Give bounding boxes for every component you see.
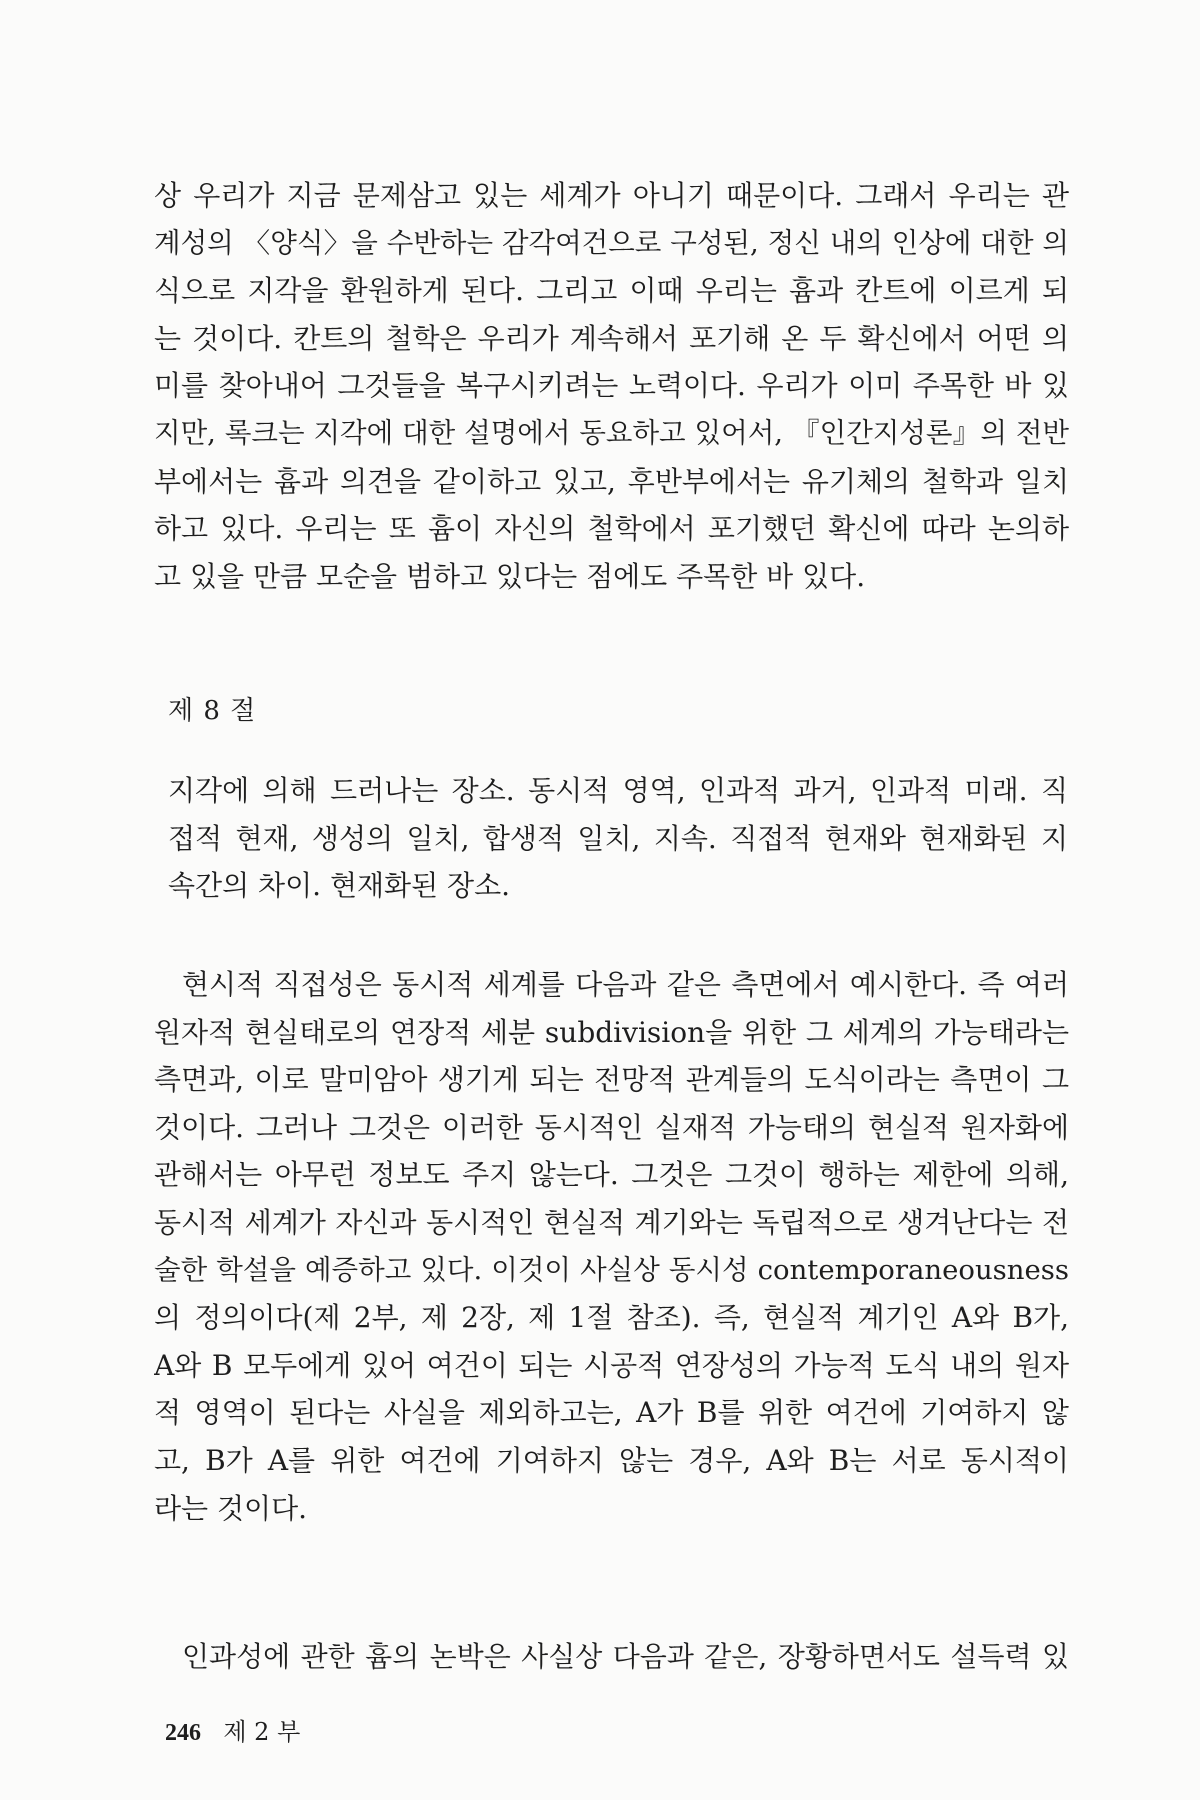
text-line: 부에서는 흄과 의견을 같이하고 있고, 후반부에서는 유기체의 철학과 일치 — [154, 464, 1069, 498]
text-line: 적 영역이 된다는 사실을 제외하고는, A가 B를 위한 여건에 기여하지 않 — [154, 1396, 1069, 1430]
page-footer — [165, 1712, 300, 1747]
text-line: 계성의 〈양식〉을 수반하는 감각여건으로 구성된, 정신 내의 인상에 대한 의 — [154, 226, 1069, 259]
running-footer-part: 제 2 부 — [223, 1718, 301, 1746]
text-line: A와 B 모두에게 있어 여건이 되는 시공적 연장성의 가능적 도식 내의 원자 — [154, 1348, 1069, 1382]
text-line: 인과성에 관한 흄의 논박은 사실상 다음과 같은, 장황하면서도 설득력 있 — [182, 1640, 1069, 1673]
text-line: 상 우리가 지금 문제삼고 있는 세계가 아니기 때문이다. 그래서 우리는 관 — [154, 179, 1069, 212]
paragraph-3 — [154, 1633, 1069, 1681]
section-summary — [168, 767, 1068, 910]
text-line: 접적 현재, 생성의 일치, 합생적 일치, 지속. 직접적 현재와 현재화된 지 — [168, 821, 1068, 855]
text-line: 것이다. 그러나 그것은 이러한 동시적인 실재적 가능태의 현실적 원자화에 — [154, 1110, 1069, 1144]
text-line: 는 것이다. 칸트의 철학은 우리가 계속해서 포기해 온 두 확신에서 어떤 의 — [154, 321, 1069, 355]
section-heading: 제 8 절 — [168, 696, 257, 726]
text-line: 식으로 지각을 환원하게 된다. 그리고 이때 우리는 흄과 칸트에 이르게 되 — [154, 274, 1069, 308]
paragraph-2 — [154, 961, 1069, 1532]
page-number: 246 — [165, 1720, 201, 1746]
text-line: 현시적 직접성은 동시적 세계를 다음과 같은 측면에서 예시한다. 즉 여러 — [182, 968, 1069, 1001]
text-line: 의 정의이다(제 2부, 제 2장, 제 1절 참조). 즉, 현실적 계기인 A와 B가, — [154, 1301, 1069, 1335]
text-line: 지각에 의해 드러나는 장소. 동시적 영역, 인과적 과거, 인과적 미래. 직 — [168, 774, 1068, 807]
text-line: 지만, 록크는 지각에 대한 설명에서 동요하고 있어서, 『인간지성론』의 전반 — [154, 416, 1069, 449]
paragraph-1 — [154, 172, 1069, 600]
text-line: 속간의 차이. 현재화된 장소. — [168, 869, 511, 903]
text-line: 측면과, 이로 말미암아 생기게 되는 전망적 관계들의 도식이라는 측면이 그 — [154, 1063, 1069, 1097]
text-line: 술한 학설을 예증하고 있다. 이것이 사실상 동시성 contemporaneousness — [154, 1253, 1069, 1286]
text-line: 라는 것이다. — [154, 1491, 308, 1525]
text-line: 고, B가 A를 위한 여건에 기여하지 않는 경우, A와 B는 서로 동시적이 — [154, 1443, 1069, 1477]
text-line: 미를 찾아내어 그것들을 복구시키려는 노력이다. 우리가 이미 주목한 바 있 — [154, 369, 1069, 403]
text-line: 고 있을 만큼 모순을 범하고 있다는 점에도 주목한 바 있다. — [154, 559, 866, 593]
text-line: 하고 있다. 우리는 또 흄이 자신의 철학에서 포기했던 확신에 따라 논의하 — [154, 512, 1069, 546]
text-line: 동시적 세계가 자신과 동시적인 현실적 계기와는 독립적으로 생겨난다는 전 — [154, 1205, 1069, 1239]
text-line: 관해서는 아무런 정보도 주지 않는다. 그것은 그것이 행하는 제한에 의해, — [154, 1158, 1069, 1192]
text-line: 원자적 현실태로의 연장적 세분 subdivision을 위한 그 세계의 가능태라는 — [154, 1015, 1069, 1049]
